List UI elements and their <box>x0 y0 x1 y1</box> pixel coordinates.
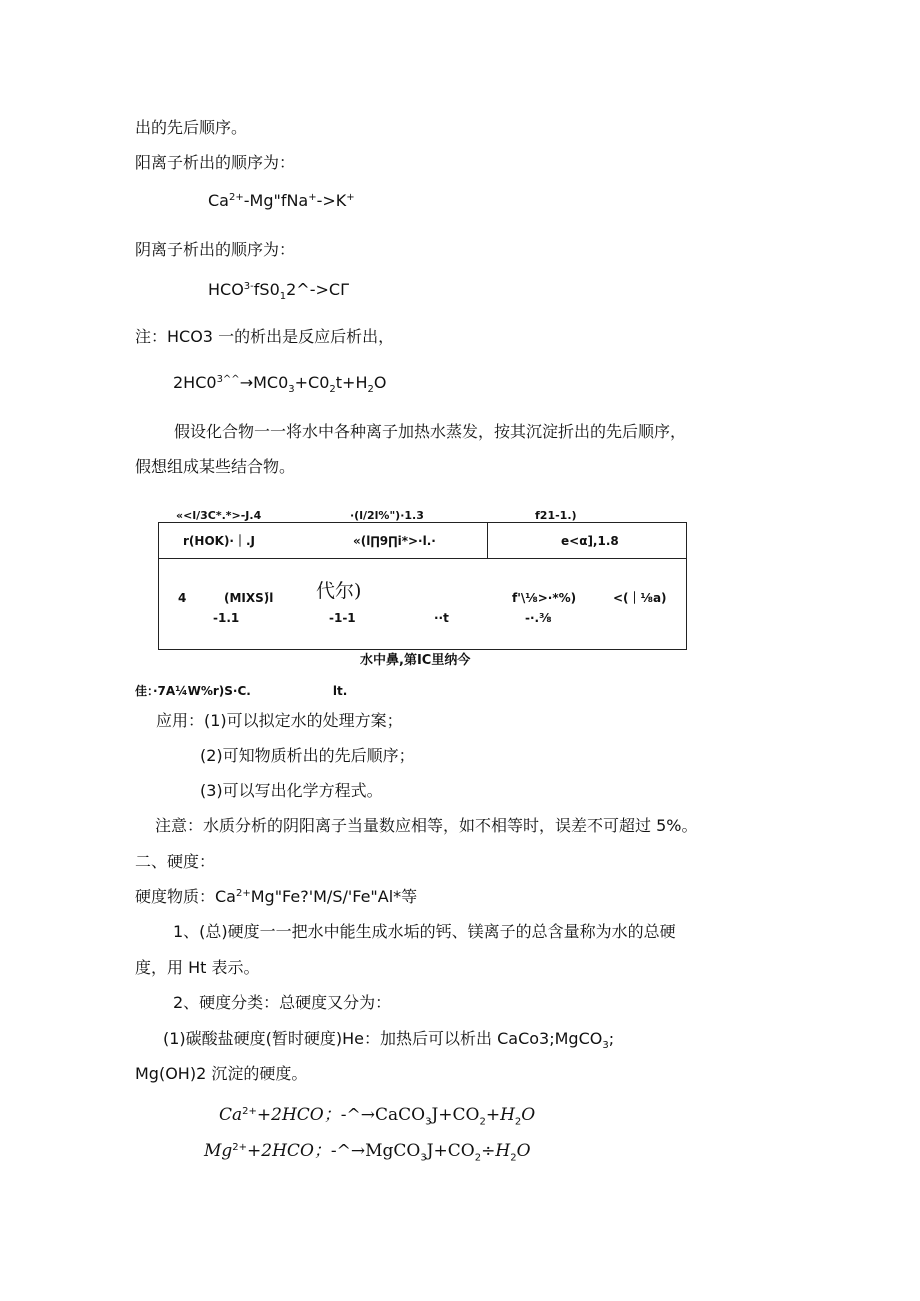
equation-magnesium: $Mg^{2+}+2HCO$；$-\^{}\to MgCO_3J+CO_2\div H_2O$ <box>204 1141 531 1164</box>
hypothesis-line-2: 假想组成某些结合物。 <box>135 457 296 476</box>
figure-caption: 水中鼻,第IC里纳今 <box>360 653 471 668</box>
anion-order: $HCO^{3-}fS0_12\^{}->C\Gamma$ <box>208 280 349 303</box>
figure-cell: f'\⅛>·*%) <box>512 591 577 605</box>
cation-heading: 阳离子析出的顺序为： <box>135 153 296 172</box>
application-line: 应用：(1)可以拟定水的处理方案； <box>156 711 403 730</box>
figure-cell: -1-1 <box>329 611 356 625</box>
hardness-classification: 2、硬度分类：总硬度又分为： <box>173 993 392 1012</box>
figure-cell: (MIXS)́l <box>224 591 274 605</box>
equation-calcium: $Ca^{2+}+2HCO$；$-\^{}\to CaCO_3J+CO_2+H_2O$ <box>219 1105 536 1128</box>
figure-cell: e<α],1.8 <box>561 534 619 548</box>
note-balance: 注意：水质分析的阴阳离子当量数应相等，如不相等时，误差不可超过 5%。 <box>155 816 698 835</box>
hardness-substances: 硬度物质：$Ca^{2+}Mg"Fe?'M/S/'Fe"Al*$等 <box>135 887 418 906</box>
anion-heading: 阴离子析出的顺序为： <box>135 240 296 259</box>
figure-cell: -·.⅜ <box>525 611 552 625</box>
paragraph-line: 出的先后顺序。 <box>135 118 248 137</box>
figure-cell: «(l∏9∏i*>·l.· <box>353 534 436 548</box>
application-line: (3)可以写出化学方程式。 <box>200 781 383 800</box>
figure-cell: <(｜⅛a) <box>613 591 667 605</box>
application-line: (2)可知物质析出的先后顺序； <box>200 746 415 765</box>
figure-divider <box>487 522 488 558</box>
total-hardness-line-1: 1、(总)硬度一一把水中能生成水垢的钙、镁离子的总含量称为水的总硬 <box>173 922 676 941</box>
figure-cell: 4 <box>178 591 187 605</box>
figure-divider <box>158 558 687 559</box>
hypothesis-line-1: 假设化合物一一将水中各种离子加热水蒸发，按其沉淀折出的先后顺序， <box>174 422 687 441</box>
figure-top-label: ·(l/2l%")·1.3 <box>350 509 424 522</box>
figure-cell: ··t <box>434 611 449 625</box>
garbled-note: 佳：·7A¼W%r)S·C. lt. <box>135 684 348 698</box>
figure-top-label: f21-1.) <box>535 509 577 522</box>
cation-order: $Ca^{2+}-Mg"fNa^+->K^+$ <box>208 191 355 210</box>
carbonate-hardness-line-1: (1)碳酸盐硬度(暂时硬度)He：加热后可以析出 CaCo3;MgCO$_3$; <box>163 1029 615 1052</box>
section-heading: 二、硬度： <box>135 852 216 871</box>
figure-top-label: «<l/3C*.*>-J.4 <box>176 509 262 522</box>
note-hco3: 注：HCO3 一的析出是反应后析出， <box>135 327 395 346</box>
reaction-hco3: $2HC0^{3\^{}\^{}}\to MC0_3+C0_2t+H_2O$ <box>173 373 387 396</box>
total-hardness-line-2: 度，用 Ht 表示。 <box>135 958 260 977</box>
figure-cell: r(HOK)·｜.J <box>183 534 256 548</box>
figure-cell: -1.1 <box>213 611 240 625</box>
carbonate-hardness-line-2: Mg(OH)2 沉淀的硬度。 <box>135 1064 308 1083</box>
figure-cell: 代尔) <box>316 580 362 602</box>
